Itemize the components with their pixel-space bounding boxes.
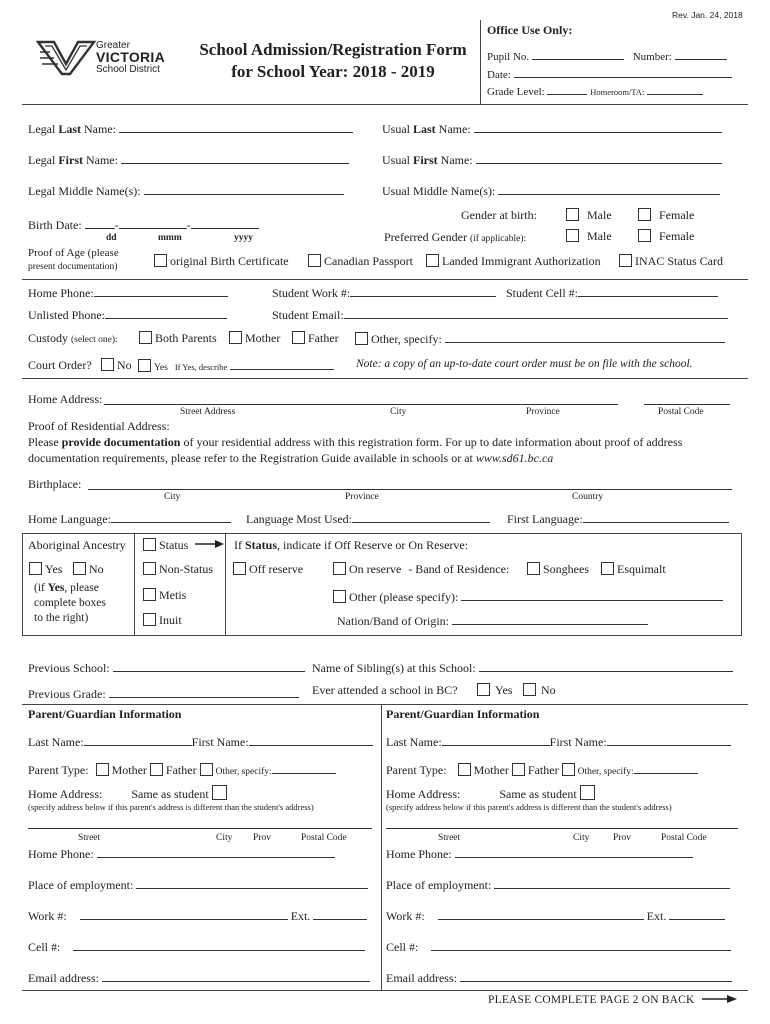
residential-text-1c: of your residential address with this registration form. For up to date information about proof of address — [180, 435, 683, 449]
g1-specify-note: (specify address below if this parent's address is different than the student's address) — [28, 802, 314, 812]
g1-last-field[interactable] — [84, 734, 192, 746]
legal-middle-label: Legal Middle Name(s): — [28, 184, 141, 198]
postal-code-hint: Postal Code — [658, 407, 704, 417]
g2-same-checkbox[interactable] — [580, 785, 595, 800]
esquimalt-checkbox[interactable] — [601, 562, 614, 575]
attended-yes-checkbox[interactable] — [477, 683, 490, 696]
previous-grade-field[interactable] — [109, 686, 299, 698]
mmm-hint: mmm — [158, 233, 182, 243]
g1-other-checkbox[interactable] — [200, 763, 213, 776]
legal-first-label-c: Name: — [82, 153, 118, 167]
g1-father-checkbox[interactable] — [150, 763, 163, 776]
birth-certificate-checkbox[interactable] — [154, 254, 167, 267]
office-date-field[interactable] — [514, 66, 732, 78]
status-checkbox[interactable] — [143, 538, 156, 551]
g2-address-field[interactable] — [386, 828, 738, 829]
usual-last-name-field[interactable] — [474, 121, 722, 133]
nation-band-label: Nation/Band of Origin: — [337, 614, 449, 628]
guardian-1-heading: Parent/Guardian Information — [28, 707, 182, 721]
pupil-no-field[interactable] — [532, 48, 624, 60]
first-language-label: First Language: — [507, 512, 583, 526]
attended-bc-label: Ever attended a school in BC? — [312, 683, 458, 697]
g2-phone-label: Home Phone: — [386, 847, 452, 861]
status-label: Status — [159, 538, 189, 552]
inuit-label: Inuit — [159, 613, 182, 627]
student-cell-label: Student Cell #: — [506, 286, 578, 300]
g1-address-label: Home Address: — [28, 787, 103, 801]
student-email-field[interactable] — [344, 307, 728, 319]
g2-city-hint: City — [573, 833, 590, 843]
gender-pref-female-label: Female — [659, 229, 695, 243]
birthplace-city-hint: City — [164, 492, 181, 502]
court-order-note: Note: a copy of an up-to-date court order must be on file with the school. — [356, 358, 693, 370]
g2-other-field[interactable] — [634, 762, 698, 774]
g1-work-field[interactable] — [80, 908, 288, 920]
birthplace-province-hint: Province — [345, 492, 379, 502]
birth-dash-2: - — [186, 218, 191, 232]
custody-select-label: (select one): — [71, 335, 118, 345]
g2-ext-field[interactable] — [669, 908, 725, 920]
birth-month-field[interactable] — [119, 217, 187, 229]
legal-first-label-a: Legal — [28, 153, 59, 167]
g1-address-field[interactable] — [28, 828, 372, 829]
form-title: School Admission/Registration Form — [199, 40, 467, 59]
g1-phone-field[interactable] — [97, 846, 335, 858]
revision-note: Rev. Jan. 24, 2018 — [672, 10, 743, 20]
custody-other-field[interactable] — [445, 331, 725, 343]
non-status-label: Non-Status — [159, 562, 213, 576]
band-residence-label: - Band of Residence: — [408, 562, 510, 576]
birth-dash-1: - — [114, 218, 119, 232]
dd-hint: dd — [106, 233, 117, 243]
grade-level-label: Grade Level: — [487, 86, 545, 98]
usual-first-label-c: Name: — [437, 153, 473, 167]
gender-birth-female-checkbox[interactable] — [638, 208, 651, 221]
g2-first-label: First Name: — [549, 735, 607, 749]
number-label: Number: — [632, 51, 672, 63]
aboriginal-no-checkbox[interactable] — [73, 562, 86, 575]
usual-last-label-c: Name: — [435, 122, 471, 136]
g2-same-label: Same as student — [499, 787, 577, 801]
g1-mother-checkbox[interactable] — [96, 763, 109, 776]
g1-ext-label: Ext. — [290, 909, 311, 923]
metis-checkbox[interactable] — [143, 588, 156, 601]
g1-email-field[interactable] — [102, 970, 370, 982]
court-no-label: No — [117, 358, 132, 372]
g1-same-label: Same as student — [131, 787, 209, 801]
office-date-label: Date: — [487, 69, 511, 81]
g2-postal-hint: Postal Code — [661, 833, 707, 843]
inuit-checkbox[interactable] — [143, 613, 156, 626]
g2-cell-field[interactable] — [431, 939, 731, 951]
city-hint: City — [390, 407, 407, 417]
aboriginal-yes-checkbox[interactable] — [29, 562, 42, 575]
office-use-heading: Office Use Only: — [487, 23, 573, 37]
logo-greater: Greater — [96, 40, 130, 51]
residential-text-1b: provide documentation — [61, 435, 181, 449]
legal-first-name-field[interactable] — [121, 152, 349, 164]
g1-last-label: Last Name: — [28, 735, 84, 749]
custody-mother-label: Mother — [245, 331, 281, 345]
grade-level-field[interactable] — [547, 83, 587, 95]
office-use-box — [480, 20, 748, 104]
logo-school-district: School District — [96, 64, 160, 75]
student-email-label: Student Email: — [272, 308, 344, 322]
home-address-field[interactable] — [104, 404, 618, 405]
custody-other-label: Other, specify: — [371, 332, 442, 346]
if-status-a: If — [234, 538, 245, 552]
non-status-checkbox[interactable] — [143, 562, 156, 575]
first-language-field[interactable] — [583, 511, 729, 523]
passport-label: Canadian Passport — [324, 254, 413, 268]
inac-status-checkbox[interactable] — [619, 254, 632, 267]
g2-other-checkbox[interactable] — [562, 763, 575, 776]
aboriginal-note-4: to the right) — [34, 612, 89, 624]
gender-at-birth-label: Gender at birth: — [461, 208, 537, 222]
g2-type-label: Parent Type: — [386, 763, 447, 777]
g2-street-hint: Street — [438, 833, 461, 843]
postal-code-field[interactable] — [644, 404, 730, 405]
g1-type-label: Parent Type: — [28, 763, 89, 777]
pupil-no-label: Pupil No. — [487, 51, 530, 63]
aboriginal-note-2: , please — [64, 582, 99, 594]
g1-mother-label: Mother — [111, 763, 147, 777]
aboriginal-note-3: complete boxes — [34, 597, 106, 609]
usual-last-label-b: Last — [413, 122, 436, 136]
g2-last-label: Last Name: — [386, 735, 442, 749]
court-if-yes-label: If Yes, describe — [174, 362, 228, 372]
unlisted-phone-label: Unlisted Phone: — [28, 308, 105, 322]
if-applicable-label: (if applicable): — [469, 234, 527, 244]
court-yes-label: Yes — [154, 363, 168, 373]
home-phone-field[interactable] — [94, 285, 228, 297]
g2-mother-label: Mother — [473, 763, 509, 777]
aboriginal-no-label: No — [89, 562, 104, 576]
home-language-label: Home Language: — [28, 512, 111, 526]
g1-postal-hint: Postal Code — [301, 833, 347, 843]
legal-first-label-b: First — [58, 153, 83, 167]
g2-prov-hint: Prov — [613, 833, 631, 843]
legal-middle-name-field[interactable] — [144, 183, 344, 195]
siblings-field[interactable] — [479, 660, 733, 672]
birthplace-label: Birthplace: — [28, 477, 82, 491]
previous-school-label: Previous School: — [28, 661, 110, 675]
language-most-used-field[interactable] — [352, 511, 490, 523]
g1-cell-field[interactable] — [73, 939, 365, 951]
landed-immigrant-checkbox[interactable] — [426, 254, 439, 267]
g2-first-field[interactable] — [607, 734, 731, 746]
g2-specify-note: (specify address below if this parent's address is different than the student's address) — [386, 802, 672, 812]
songhees-checkbox[interactable] — [527, 562, 540, 575]
aboriginal-yes-label: Yes — [45, 562, 63, 576]
usual-last-label-a: Usual — [382, 122, 413, 136]
g1-other-label: Other, specify: — [215, 767, 272, 777]
attended-yes-label: Yes — [495, 683, 513, 697]
gender-birth-female-label: Female — [659, 208, 695, 222]
g1-same-checkbox[interactable] — [212, 785, 227, 800]
arrow-right-icon — [195, 539, 225, 549]
arrow-right-icon — [702, 994, 738, 1004]
unlisted-phone-field[interactable] — [105, 307, 227, 319]
g2-email-label: Email address: — [386, 971, 457, 985]
g2-last-field[interactable] — [442, 734, 550, 746]
g2-employment-field[interactable] — [494, 877, 730, 889]
aboriginal-note-bold: Yes — [47, 582, 65, 594]
homeroom-label: Homeroom/TA: — [590, 87, 645, 97]
student-cell-field[interactable] — [578, 285, 718, 297]
legal-last-name-field[interactable] — [119, 121, 353, 133]
off-reserve-checkbox[interactable] — [233, 562, 246, 575]
school-district-logo — [36, 38, 166, 78]
g1-email-label: Email address: — [28, 971, 99, 985]
court-yes-checkbox[interactable] — [138, 359, 151, 372]
home-phone-label: Home Phone: — [28, 286, 94, 300]
attended-no-label: No — [541, 683, 556, 697]
custody-mother-checkbox[interactable] — [229, 331, 242, 344]
custody-father-label: Father — [308, 331, 339, 345]
g1-employment-field[interactable] — [136, 877, 368, 889]
student-work-field[interactable] — [350, 285, 496, 297]
aboriginal-note-1: (if — [34, 582, 48, 594]
court-order-label: Court Order? — [28, 358, 92, 372]
birth-date-label: Birth Date: — [28, 218, 82, 232]
passport-checkbox[interactable] — [308, 254, 321, 267]
g2-work-label: Work #: — [386, 909, 425, 923]
g1-phone-label: Home Phone: — [28, 847, 94, 861]
other-band-field[interactable] — [461, 589, 723, 601]
custody-label: Custody — [28, 331, 69, 345]
guardian-2-heading: Parent/Guardian Information — [386, 707, 540, 721]
custody-both-label: Both Parents — [155, 331, 217, 345]
g1-father-label: Father — [165, 763, 197, 777]
legal-last-label-a: Legal — [28, 122, 59, 136]
custody-other-checkbox[interactable] — [355, 332, 368, 345]
proof-age-label-2: present documentation) — [28, 262, 118, 272]
usual-middle-label: Usual Middle Name(s): — [382, 184, 496, 198]
aboriginal-ancestry-label: Aboriginal Ancestry — [28, 538, 126, 552]
birth-year-field[interactable] — [191, 217, 259, 229]
g1-cell-label: Cell #: — [28, 940, 61, 954]
preferred-gender-label: Preferred Gender — [384, 230, 467, 244]
gender-pref-female-checkbox[interactable] — [638, 229, 651, 242]
province-hint: Province — [526, 407, 560, 417]
legal-last-label-b: Last — [58, 122, 81, 136]
legal-last-label-c: Name: — [81, 122, 116, 136]
g2-ext-label: Ext. — [646, 909, 667, 923]
birthplace-country-hint: Country — [572, 492, 604, 502]
birthplace-field[interactable] — [88, 489, 732, 490]
on-reserve-checkbox[interactable] — [333, 562, 346, 575]
sd61-website-link[interactable]: www.sd61.bc.ca — [475, 451, 554, 465]
residential-text-2a: documentation requirements, please refer to the Registration Guide available in schools or at — [28, 451, 476, 465]
g2-other-label: Other, specify: — [577, 767, 634, 777]
gender-birth-male-label: Male — [587, 208, 612, 222]
usual-first-label-a: Usual — [382, 153, 413, 167]
gender-pref-male-checkbox[interactable] — [566, 229, 579, 242]
g2-mother-checkbox[interactable] — [458, 763, 471, 776]
off-reserve-label: Off reserve — [249, 562, 304, 576]
g1-first-field[interactable] — [249, 734, 373, 746]
g2-email-field[interactable] — [460, 970, 732, 982]
gender-pref-male-label: Male — [587, 229, 612, 243]
g1-prov-hint: Prov — [253, 833, 271, 843]
g2-father-label: Father — [527, 763, 559, 777]
g2-father-checkbox[interactable] — [512, 763, 525, 776]
metis-label: Metis — [159, 588, 187, 602]
usual-middle-name-field[interactable] — [498, 183, 720, 195]
other-band-checkbox[interactable] — [333, 590, 346, 603]
g1-work-label: Work #: — [28, 909, 67, 923]
number-field[interactable] — [675, 48, 727, 60]
songhees-label: Songhees — [543, 562, 589, 576]
landed-immigrant-label: Landed Immigrant Authorization — [442, 254, 601, 268]
g1-city-hint: City — [216, 833, 233, 843]
home-language-field[interactable] — [111, 511, 231, 523]
g1-other-field[interactable] — [272, 762, 336, 774]
g1-first-label: First Name: — [191, 735, 249, 749]
inac-status-label: INAC Status Card — [635, 254, 723, 268]
g1-street-hint: Street — [78, 833, 101, 843]
street-address-hint: Street Address — [180, 407, 236, 417]
nation-band-field[interactable] — [452, 613, 648, 625]
attended-no-checkbox[interactable] — [523, 683, 536, 696]
residential-text-1a: Please — [28, 435, 62, 449]
chevron-logo-icon — [36, 38, 98, 78]
g2-employment-label: Place of employment: — [386, 878, 492, 892]
g1-ext-field[interactable] — [313, 908, 367, 920]
court-describe-field[interactable] — [230, 358, 334, 370]
previous-school-field[interactable] — [113, 660, 305, 672]
if-status-b: Status — [245, 538, 278, 552]
language-most-used-label: Language Most Used: — [246, 512, 352, 526]
proof-residential-heading: Proof of Residential Address: — [28, 419, 170, 433]
usual-first-name-field[interactable] — [476, 152, 722, 164]
gender-birth-male-checkbox[interactable] — [566, 208, 579, 221]
esquimalt-label: Esquimalt — [617, 562, 666, 576]
custody-father-checkbox[interactable] — [292, 331, 305, 344]
custody-both-checkbox[interactable] — [139, 331, 152, 344]
g2-phone-field[interactable] — [455, 846, 693, 858]
page-2-instruction: PLEASE COMPLETE PAGE 2 ON BACK — [488, 994, 695, 1006]
siblings-label: Name of Sibling(s) at this School: — [312, 661, 476, 675]
yyyy-hint: yyyy — [234, 233, 253, 243]
on-reserve-label: On reserve — [349, 562, 402, 576]
g1-employment-label: Place of employment: — [28, 878, 134, 892]
court-no-checkbox[interactable] — [101, 358, 114, 371]
other-band-label: Other (please specify): — [349, 590, 459, 604]
homeroom-field[interactable] — [647, 83, 703, 95]
logo-victoria: VICTORIA — [96, 49, 166, 65]
previous-grade-label: Previous Grade: — [28, 687, 106, 701]
usual-first-label-b: First — [413, 153, 438, 167]
home-address-label: Home Address: — [28, 392, 103, 406]
student-work-label: Student Work #: — [272, 286, 351, 300]
g2-work-field[interactable] — [438, 908, 644, 920]
if-status-c: , indicate if Off Reserve or On Reserve: — [277, 538, 469, 552]
birth-day-field[interactable] — [85, 217, 115, 229]
birth-certificate-label: original Birth Certificate — [170, 254, 289, 268]
g2-cell-label: Cell #: — [386, 940, 419, 954]
school-year-title: for School Year: 2018 - 2019 — [231, 62, 435, 81]
proof-age-label-1: Proof of Age (please — [28, 247, 119, 259]
g2-address-label: Home Address: — [386, 787, 461, 801]
